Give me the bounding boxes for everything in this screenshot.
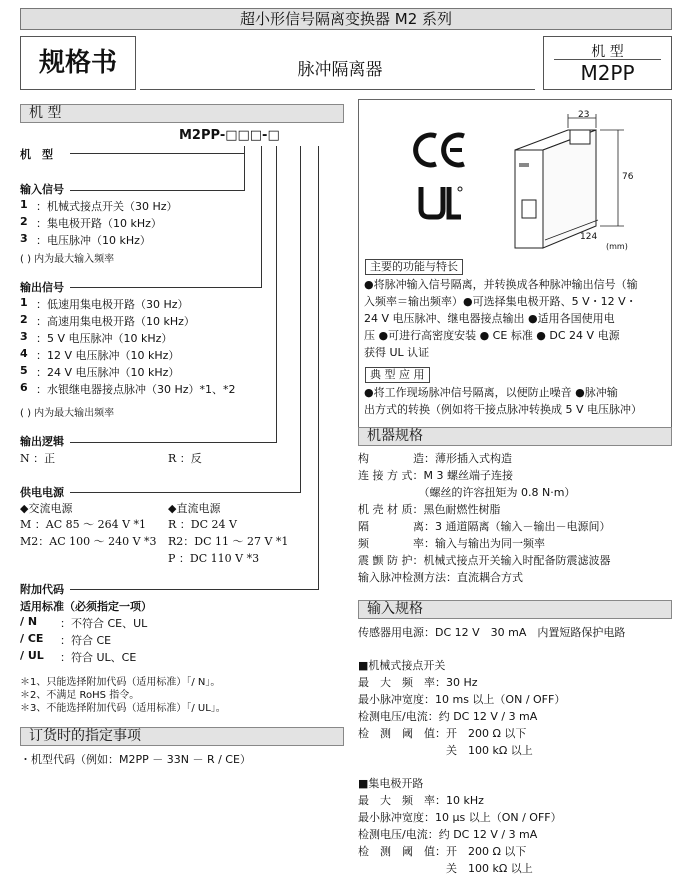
features-line: ●将脉冲输入信号隔离，并转换成各种脉冲输出信号（输 — [364, 278, 638, 291]
open-collector-line: 最 大 频 率：10 kHz — [358, 794, 484, 807]
addon-item: ：符合 CE — [60, 634, 112, 647]
input-signal-title: 输入信号 — [20, 183, 64, 196]
features-tag: 主要的功能与特长 — [365, 259, 463, 275]
features-line: 入频率＝输出频率）●可选择集电极开路、5 V・12 V・ — [364, 295, 637, 308]
addon-code: / CE — [20, 632, 44, 645]
leader-power-h — [70, 492, 301, 493]
dc-item-2: R2：DC 11 ～ 27 V *1 — [168, 535, 289, 548]
output-item: ：5 V 电压脉冲（10 kHz） — [36, 332, 173, 345]
open-collector-line: 检 测 阈 值：开 200 Ω 以下 — [358, 845, 527, 858]
device-spec-line: 输入脉冲检测方法：直流耦合方式 — [358, 571, 523, 584]
output-item: ：水银继电器接点脉冲（30 Hz）*1、*2 — [36, 383, 236, 396]
leader-input-v — [244, 146, 245, 191]
mech-contact-line: 最小脉冲宽度：10 ms 以上（ON / OFF） — [358, 693, 566, 706]
open-collector-line: 检测电压/电流：约 DC 12 V / 3 mA — [358, 828, 538, 841]
output-code: 2 — [20, 313, 28, 326]
output-code: 1 — [20, 296, 28, 309]
output-code: 6 — [20, 381, 28, 394]
dim-depth: 124 — [580, 232, 598, 242]
footnote-2: ＊2、不满足 RoHS 指令。 — [20, 690, 140, 701]
device-spec-line: （螺丝的许容扭矩为 0.8 N·m） — [358, 486, 576, 499]
dim-width: 23 — [578, 110, 590, 120]
header-rule — [140, 89, 535, 90]
mech-contact-line: 检 测 阈 值：开 200 Ω 以下 — [358, 727, 527, 740]
input-item: ：机械式接点开关（30 Hz） — [36, 200, 178, 213]
device-spec-line: 构 造：薄形插入式构造 — [358, 452, 512, 465]
output-code: 4 — [20, 347, 28, 360]
output-signal-title: 输出信号 — [20, 281, 64, 294]
applications-line: ●将工作现场脉冲信号隔离，以便防止噪音 ●脉冲输 — [364, 386, 618, 399]
leader-addon-h — [70, 589, 319, 590]
sensor-power: 传感器用电源：DC 12 V 30 mA 内置短路保护电路 — [358, 626, 626, 639]
output-code: 3 — [20, 330, 28, 343]
input-spec-bar: 输入规格 — [358, 600, 672, 619]
features-line: 24 V 电压脉冲、继电器接点输出 ●适用各国使用电 — [364, 312, 615, 325]
open-collector-line: 最小脉冲宽度：10 μs 以上（ON / OFF） — [358, 811, 562, 824]
applications-line: 出方式的转换（例如将干接点脉冲转换成 5 V 电压脉冲） — [364, 403, 643, 416]
output-code: 5 — [20, 364, 28, 377]
model-code — [179, 128, 280, 143]
model-label: 机 型 — [591, 44, 624, 60]
addon-title: 附加代码 — [20, 583, 64, 596]
input-code: 1 — [20, 198, 28, 211]
addon-item: ：不符合 CE、UL — [60, 617, 148, 630]
spec-title: 规格书 — [20, 36, 136, 90]
leader-model — [70, 153, 245, 154]
leader-addon-v — [318, 146, 319, 590]
device-spec-line: 震 颤 防 护：机械式接点开关输入时配备防震滤波器 — [358, 554, 611, 567]
device-spec-bar: 机器规格 — [358, 427, 672, 446]
input-code: 2 — [20, 215, 28, 228]
model-code-suffix: -□□□-□ — [219, 128, 280, 143]
input-note: ( ) 内为最大输入频率 — [20, 254, 115, 265]
logic-reverse: R ：反 — [168, 452, 202, 465]
ac-item-1: M ：AC 85 ～ 264 V *1 — [20, 518, 147, 531]
series-title-bar: 超小形信号隔离变换器 M2 系列 — [20, 8, 672, 30]
leader-input-h — [70, 190, 245, 191]
output-item: ：高速用集电极开路（10 kHz） — [36, 315, 195, 328]
output-item: ：24 V 电压脉冲（10 kHz） — [36, 366, 180, 379]
model-section-bar: 机 型 — [20, 104, 344, 123]
features-line: 压 ●可进行高密度安装 ● CE 标准 ● DC 24 V 电源 — [364, 329, 620, 342]
model-code-prefix: M2PP — [179, 128, 220, 143]
mech-contact-line: 最 大 频 率：30 Hz — [358, 676, 478, 689]
output-note: ( ) 内为最大输出频率 — [20, 408, 115, 419]
device-spec-line: 隔 离：3 通道隔离（输入－输出－电源间） — [358, 520, 611, 533]
output-logic-title: 输出逻辑 — [20, 435, 64, 448]
leader-power-v — [300, 146, 301, 493]
ul-mark-icon — [415, 183, 465, 223]
leader-logic-v — [276, 146, 277, 443]
dim-unit: (mm) — [606, 242, 628, 251]
open-collector-line: 关 100 kΩ 以上 — [358, 862, 533, 875]
logic-normal: N ：正 — [20, 452, 56, 465]
input-code: 3 — [20, 232, 28, 245]
model-divider — [554, 59, 661, 60]
leader-logic-h — [70, 442, 277, 443]
input-item: ：集电极开路（10 kHz） — [36, 217, 162, 230]
footnote-1: ＊1、只能选择附加代码（适用标准）「/ N」。 — [20, 677, 221, 688]
device-spec-line: 机 壳 材 质：黑色耐燃性树脂 — [358, 503, 501, 516]
power-title: 供电电源 — [20, 486, 64, 499]
dc-item-3: P ：DC 110 V *3 — [168, 552, 260, 565]
dc-power-title: ◆直流电源 — [168, 502, 221, 515]
product-name: 脉冲隔离器 — [297, 60, 383, 80]
ac-item-2: M2：AC 100 ～ 240 V *3 — [20, 535, 157, 548]
ce-mark-icon — [410, 130, 470, 170]
leader-output-v — [261, 146, 262, 288]
device-spec-line: 连 接 方 式：M 3 螺丝端子连接 — [358, 469, 513, 482]
mech-contact-line: 检测电压/电流：约 DC 12 V / 3 mA — [358, 710, 538, 723]
mech-contact-title: ■机械式接点开关 — [358, 659, 446, 672]
output-item: ：低速用集电极开路（30 Hz） — [36, 298, 189, 311]
footnote-3: ＊3、不能选择附加代码（适用标准）「/ UL」。 — [20, 703, 226, 714]
model-row-label: 机 型 — [20, 148, 53, 161]
open-collector-title: ■集电极开路 — [358, 777, 424, 790]
order-section-bar: 订货时的指定事项 — [20, 727, 344, 746]
model-box — [543, 36, 672, 90]
ac-power-title: ◆交流电源 — [20, 502, 73, 515]
output-item: ：12 V 电压脉冲（10 kHz） — [36, 349, 180, 362]
applications-tag: 典 型 应 用 — [365, 367, 430, 383]
leader-output-h — [70, 287, 262, 288]
features-line: 获得 UL 认证 — [364, 346, 430, 359]
addon-subtitle: 适用标准（必须指定一项） — [20, 600, 152, 613]
input-item: ：电压脉冲（10 kHz） — [36, 234, 151, 247]
addon-code: / N — [20, 615, 38, 628]
order-text: ・机型代码（例如：M2PP － 33N － R / CE） — [20, 753, 251, 766]
model-value: M2PP — [580, 61, 635, 85]
dim-height: 76 — [622, 172, 634, 182]
mech-contact-line: 关 100 kΩ 以上 — [358, 744, 533, 757]
dc-item-1: R ：DC 24 V — [168, 518, 237, 531]
addon-code: / UL — [20, 649, 44, 662]
device-spec-line: 频 率：输入与输出为同一频率 — [358, 537, 545, 550]
addon-item: ：符合 UL、CE — [60, 651, 137, 664]
